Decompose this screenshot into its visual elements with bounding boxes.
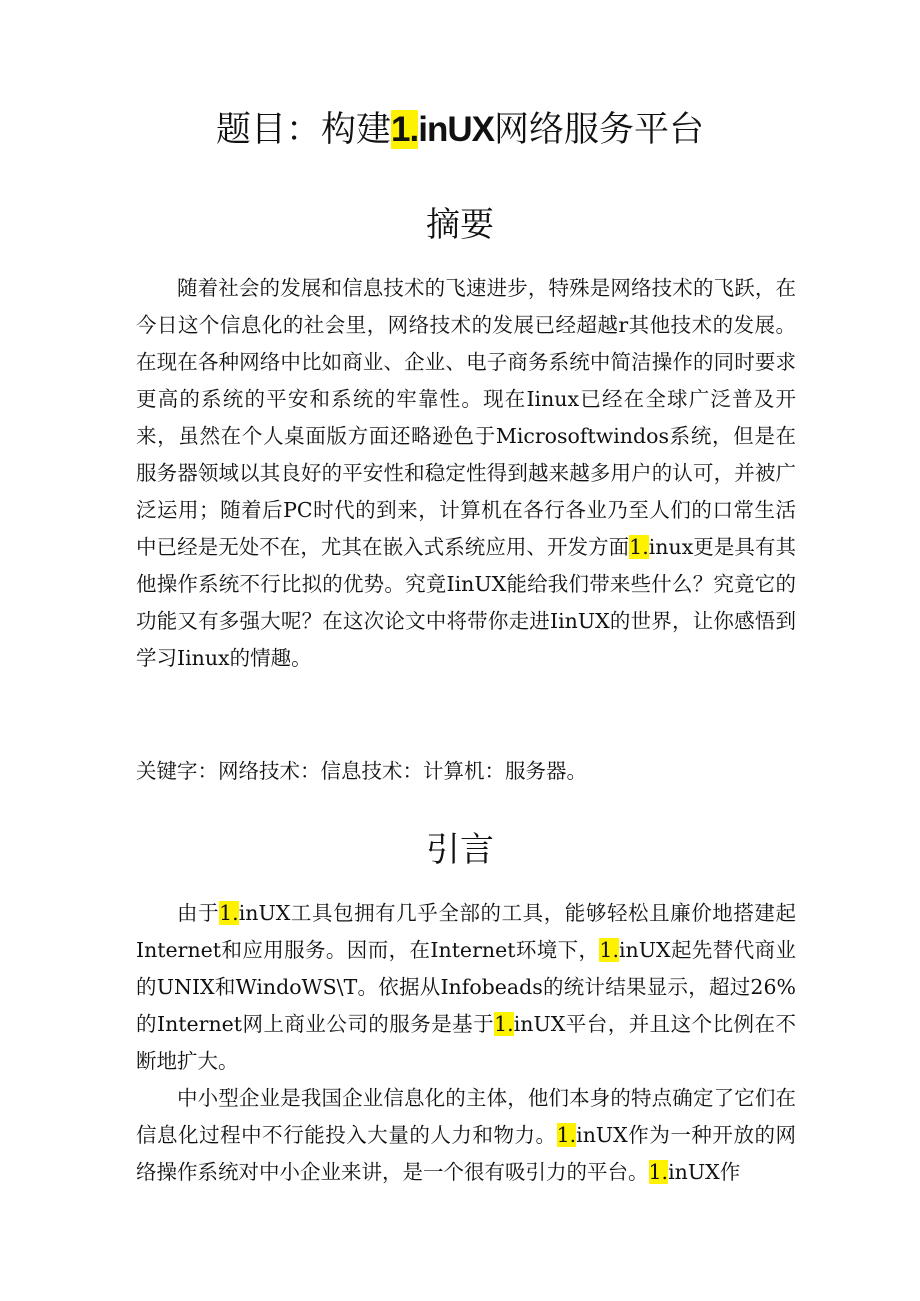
- abstract-highlight: 1.: [629, 535, 649, 559]
- highlighted-text: 1.: [494, 1012, 514, 1036]
- highlighted-text: 1.: [556, 1123, 577, 1147]
- title-linux: inUX: [418, 110, 494, 149]
- document-title: [0, 100, 920, 160]
- title-suffix: 网络服务平台: [493, 110, 704, 150]
- abstract-text-end: inux更是具有其他操作系统不行比拟的优势。究竟IinUX能给我们带来些什么？究竟它的功能又有多强大呢？在这次论文中将带你走进IinUX的世界，让你感悟到学习Iinux的情趣。: [136, 535, 797, 670]
- highlighted-text: 1.: [599, 938, 619, 962]
- keywords-text: 网络技术：信息技术：计算机：服务器。: [218, 759, 587, 783]
- highlighted-text: 1.: [648, 1160, 669, 1184]
- keywords-label: 关键字：: [136, 760, 218, 783]
- keywords-line: [136, 753, 796, 790]
- text-segment: 由于: [177, 901, 220, 925]
- text-segment: inUX起先替代商业的UNIX和WindoWS\T。依据从Infobeads的统计结果显示，超过26%的Internet网上商业公司的服务是基于: [136, 938, 796, 1036]
- introduction-paragraph-2: [136, 1080, 796, 1191]
- text-segment: inUX作: [668, 1160, 741, 1184]
- text-segment: inUX工具包拥有几乎全部的工具，能够轻松且廉价地搭建起Internet和应用服务。因而，在Internet环境下，: [136, 901, 796, 962]
- abstract-heading: 摘要: [426, 205, 494, 245]
- text-segment: inUX作为一种开放的网络操作系统对中小企业来讲，是一个很有吸引力的平台。: [136, 1123, 796, 1184]
- title-prefix: 题目：构建: [216, 110, 392, 150]
- text-segment: inUX平台，并且这个比例在不断地扩大。: [136, 1012, 796, 1073]
- abstract-paragraph: [136, 270, 796, 677]
- introduction-paragraph-1: [136, 895, 796, 1080]
- introduction-heading: 引言: [426, 830, 494, 870]
- title-highlight: 1.: [391, 110, 419, 149]
- text-segment: 中小型企业是我国企业信息化的主体，他们本身的特点确定了它们在信息化过程中不行能投入大量的人力和物力。: [136, 1086, 796, 1147]
- highlighted-text: 1.: [219, 901, 239, 925]
- abstract-text: 随着社会的发展和信息技术的飞速进步，特殊是网络技术的飞跃，在今日这个信息化的社会里，网络技术的发展已经超越r其他技术的发展。在现在各种网络中比如商业、企业、电子商务系统中简洁操作的同时要求更高的系统的平安和系统的牢靠性。现在Iinux已经在全球广泛普及开来，虽然在个人桌面版方面还略逊色于Microsoftwindos系统，但是在服务器领域以其良好的平安性和稳定性得到越来越多用户的认可，并被广泛运用；随着后PC时代的到来，计算机在各行各业乃至人们的口常生活中已经是无处不在，尤其在嵌入式系统应用、开发方面: [136, 276, 796, 559]
